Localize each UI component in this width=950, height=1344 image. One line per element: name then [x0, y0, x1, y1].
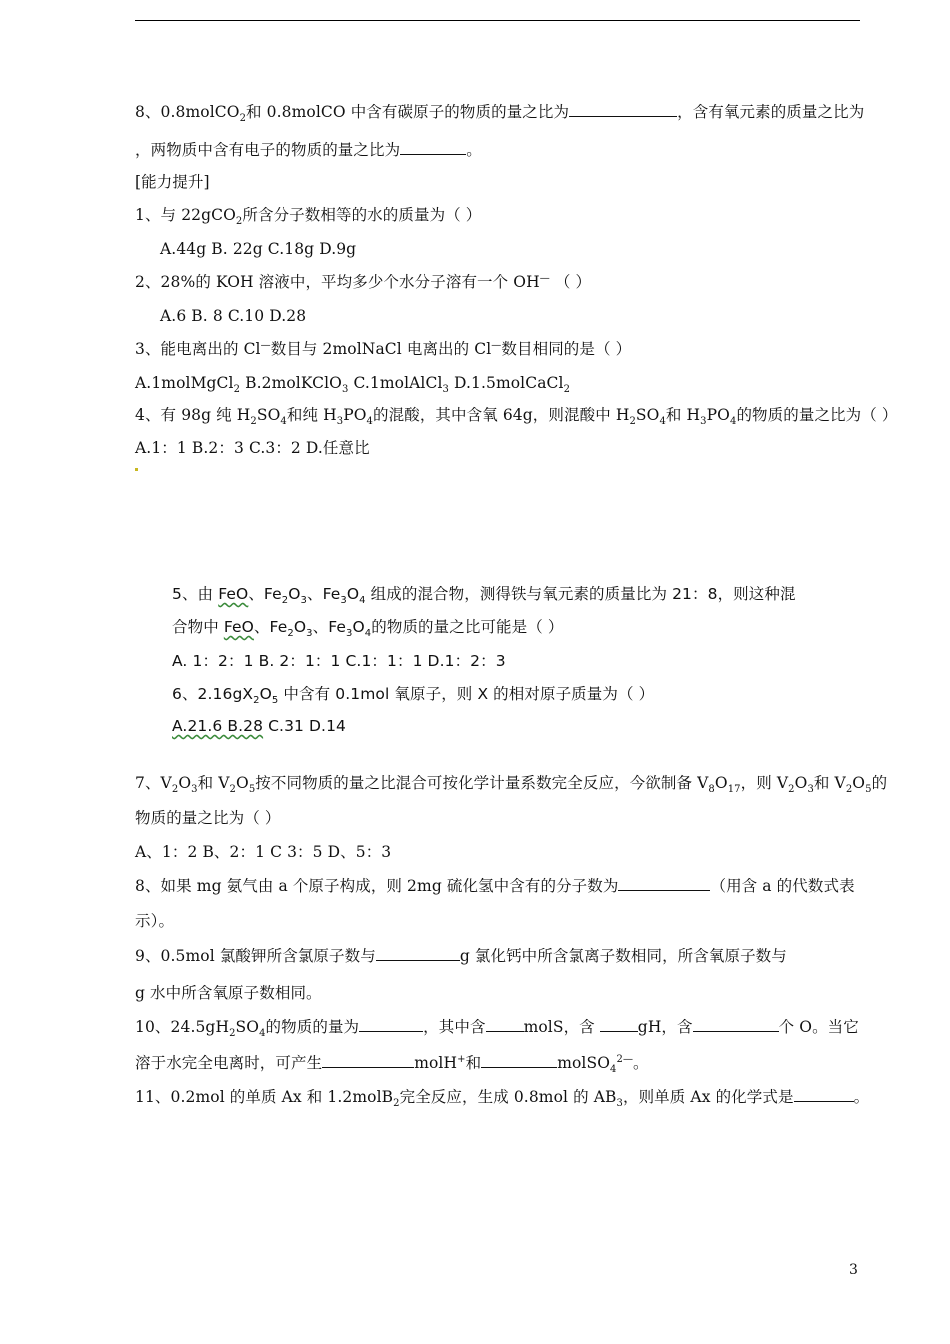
q7-options: A、1：2 B、2：1 C 3：5 D、5：3 [135, 843, 392, 861]
q8b-line2: 示）。 [135, 912, 175, 930]
q3-stem: 3、能电离出的 Cl—数目与 2molNaCl 电离出的 Cl—数目相同的是（ ） [135, 339, 632, 358]
q8b-line1: 8、如果 mg 氨气由 a 个原子构成，则 2mg 硫化氢中含有的分子数为 （用含 a 的代数式表 [135, 877, 855, 895]
q8-answer-blank-1[interactable] [569, 102, 677, 117]
q6-stem: 6、$2.16gX_2O_5$ 中含有 0.1mol 氧原子，则 X 的相对原子质量为（ ） [172, 685, 655, 707]
q10-line2: 溶于水完全电离时，可产生 molH+和 molSO$_4^{2—}$。 [135, 1053, 649, 1076]
q9-answer-blank-1[interactable] [376, 946, 460, 961]
q7-line1: 7、$V_2O_3$和 $V_2O_5$按不同物质的量之比混合可按化学计量系数完全反应，今欲制备 $V_8O_{17}$，则 $V_2O_3$和 $V_2O_5$的 [135, 774, 888, 796]
header-rule [135, 20, 860, 21]
page-number: 3 [849, 1262, 858, 1278]
q10-answer-blank-6[interactable] [481, 1053, 557, 1068]
q8-answer-blank-2[interactable] [400, 140, 466, 155]
q5-line2: 合物中 FeO、$Fe_2O_3$、$Fe_3O_4$的物质的量之比可能是（ ） [172, 618, 564, 640]
q10-answer-blank-4[interactable] [693, 1017, 779, 1032]
q3-options: A.1molMgCl$_2$ B.2molKClO$_3$ C.1molAlCl$_3$ D.1.5molCaCl$_2$ [135, 374, 571, 396]
q10-answer-blank-2[interactable] [486, 1017, 524, 1032]
q8-line2: ，两物质中含有电子的物质的量之比为 。 [135, 141, 482, 159]
q10-answer-blank-1[interactable] [359, 1017, 423, 1032]
q7-line2: 物质的量之比为（ ） [135, 809, 281, 827]
stray-mark [135, 468, 138, 471]
q2-stem: 2、28%的 KOH 溶液中，平均多少个水分子溶有一个 OH— （ ） [135, 272, 592, 291]
q1-stem: 1、与 22gCO$_2$所含分子数相等的水的质量为（ ） [135, 206, 482, 228]
q9-line2: g 水中所含氧原子数相同。 [135, 984, 322, 1002]
q6-options: A.21.6 B.28 C.31 D.14 [172, 717, 347, 735]
q8b-answer-blank[interactable] [618, 876, 710, 891]
q5-options: A. 1：2：1 B. 2：1：1 C.1：1：1 D.1：2：3 [172, 652, 506, 670]
q1-options: A.44g B. 22g C.18g D.9g [160, 240, 357, 258]
section-title: [能力提升] [135, 173, 210, 191]
q11-stem: 11、0.2mol 的单质 Ax 和 1.2molB$_2$完全反应，生成 0.8mol 的 $AB_3$，则单质 Ax 的化学式是 。 [135, 1088, 870, 1110]
q9-line1: 9、0.5mol 氯酸钾所含氯原子数与 g 氯化钙中所含氯离子数相同，所含氧原子数与 [135, 947, 787, 965]
q8-line1: 8、0.8molCO$_2$和 0.8molCO 中含有碳原子的物质的量之比为 ，含有氧元素的质量之比为 [135, 103, 865, 125]
q10-answer-blank-3[interactable] [600, 1017, 638, 1032]
q4-stem: 4、有 98g 纯 $H_2SO_4$和纯 $H_3PO_4$的混酸，其中含氧 64g，则混酸中 $H_2SO_4$和 $H_3PO_4$的物质的量之比为（ ） [135, 406, 898, 428]
q2-options: A.6 B. 8 C.10 D.28 [160, 307, 307, 325]
q5-line1: 5、由 FeO、$Fe_2O_3$、$Fe_3O_4$ 组成的混合物，测得铁与氧元素的质量比为 21：8，则这种混 [172, 585, 796, 607]
q11-answer-blank[interactable] [794, 1087, 854, 1102]
q10-line1: 10、$24.5gH_2SO_4$的物质的量为 ，其中含 molS，含 gH，含 个 O。当它 [135, 1018, 859, 1040]
q4-options: A.1：1 B.2：3 C.3：2 D.任意比 [135, 439, 370, 457]
q10-answer-blank-5[interactable] [322, 1053, 414, 1068]
